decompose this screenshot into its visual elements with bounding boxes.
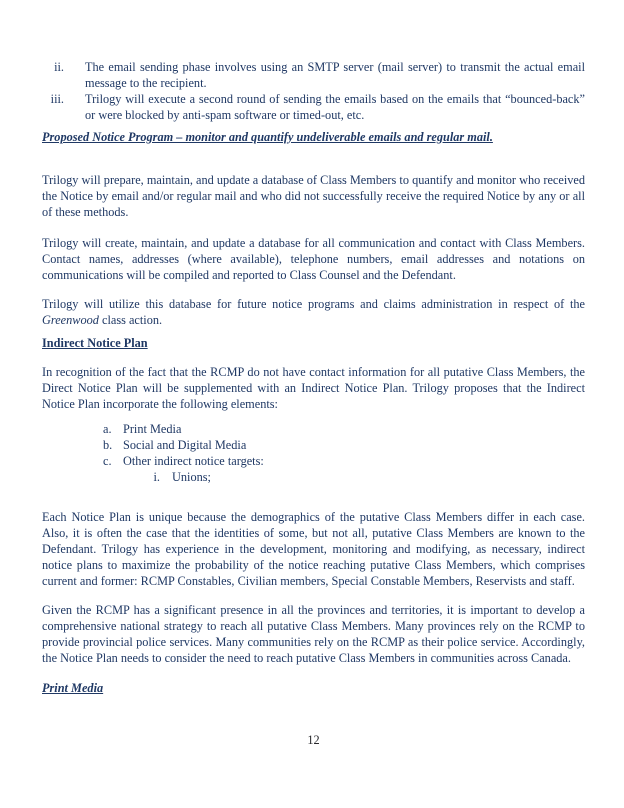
roman-numbered-list — [42, 59, 585, 123]
list-marker: b. — [103, 438, 113, 452]
list-item-text: Unions; — [172, 470, 211, 484]
list-marker: a. — [103, 422, 112, 436]
heading-proposed-notice-program: Proposed Notice Program – monitor and quantify undeliverable emails and regular mail. — [42, 130, 493, 144]
page-number: 12 — [307, 733, 320, 747]
page-content — [42, 59, 585, 748]
paragraph-greenwood-pre: Trilogy will utilize this database for future notice programs and claims administration in respect of the — [42, 297, 585, 311]
paragraph-each-notice-plan: Each Notice Plan is unique because the demographics of the putative Class Members differ in each case. Also, it is often the case that the identities of some, but not all, putative Class Members are known to the Defendant. Trilogy has experience in the development, monitoring and modifying, as necessary, indirect notice plans to maximize the probability of the notice reaching putative Class Members, which comprises current and former: RCMP Constables, Civilian members, Special Constable Members, Reservists and staff. — [42, 510, 585, 588]
list-item-text: Other indirect notice targets: — [123, 454, 264, 468]
list-item-b — [42, 437, 585, 453]
list-item-text: Social and Digital Media — [123, 438, 247, 452]
greenwood-case-name: Greenwood — [42, 313, 99, 327]
paragraph-communication-database: Trilogy will create, maintain, and update a database for all communication and contact with Class Members. Contact names, addresses (where available), telephone numbers, email addresses and notations on communications will be compiled and reported to Class Counsel and the Defendant. — [42, 236, 585, 282]
list-marker: iii. — [50, 92, 64, 106]
list-item-i-unions — [42, 469, 585, 485]
list-item-text: Print Media — [123, 422, 182, 436]
list-item-text: Trilogy will execute a second round of sending the emails based on the emails that “bounced-back” or were blocked by anti-spam software or timed-out, etc. — [85, 92, 585, 122]
list-item-c — [42, 453, 585, 469]
list-marker: i. — [153, 470, 160, 484]
list-marker: ii. — [54, 60, 64, 74]
list-item-text: The email sending phase involves using an SMTP server (mail server) to transmit the actual email message to the recipient. — [85, 60, 585, 90]
paragraph-given-rcmp: Given the RCMP has a significant presence in all the provinces and territories, it is important to develop a comprehensive national strategy to reach all putative Class Members. Many provinces rely on the RCMP to provide provincial police services. Many communities rely on the RCMP as their police service. Accordingly, the Notice Plan needs to consider the need to reach putative Class Members in communities across Canada. — [42, 603, 585, 665]
lettered-list — [42, 421, 585, 485]
list-item-iii — [42, 91, 585, 123]
list-item-a — [42, 421, 585, 437]
paragraph-greenwood-post: class action. — [98, 313, 163, 327]
list-marker: c. — [103, 454, 112, 468]
paragraph-greenwood — [42, 296, 585, 328]
heading-indirect-notice-plan: Indirect Notice Plan — [42, 336, 148, 350]
heading-print-media: Print Media — [42, 681, 104, 695]
paragraph-recognition: In recognition of the fact that the RCMP do not have contact information for all putative Class Members, the Direct Notice Plan will be supplemented with an Indirect Notice Plan. Trilogy proposes that the Indirect Notice Plan incorporate the following elements: — [42, 365, 585, 411]
paragraph-class-member-database: Trilogy will prepare, maintain, and update a database of Class Members to quantify and monitor who received the Notice by email and/or regular mail and who did not successfully receive the required Notice by any or all of these methods. — [42, 173, 585, 219]
list-item-ii — [42, 59, 585, 91]
